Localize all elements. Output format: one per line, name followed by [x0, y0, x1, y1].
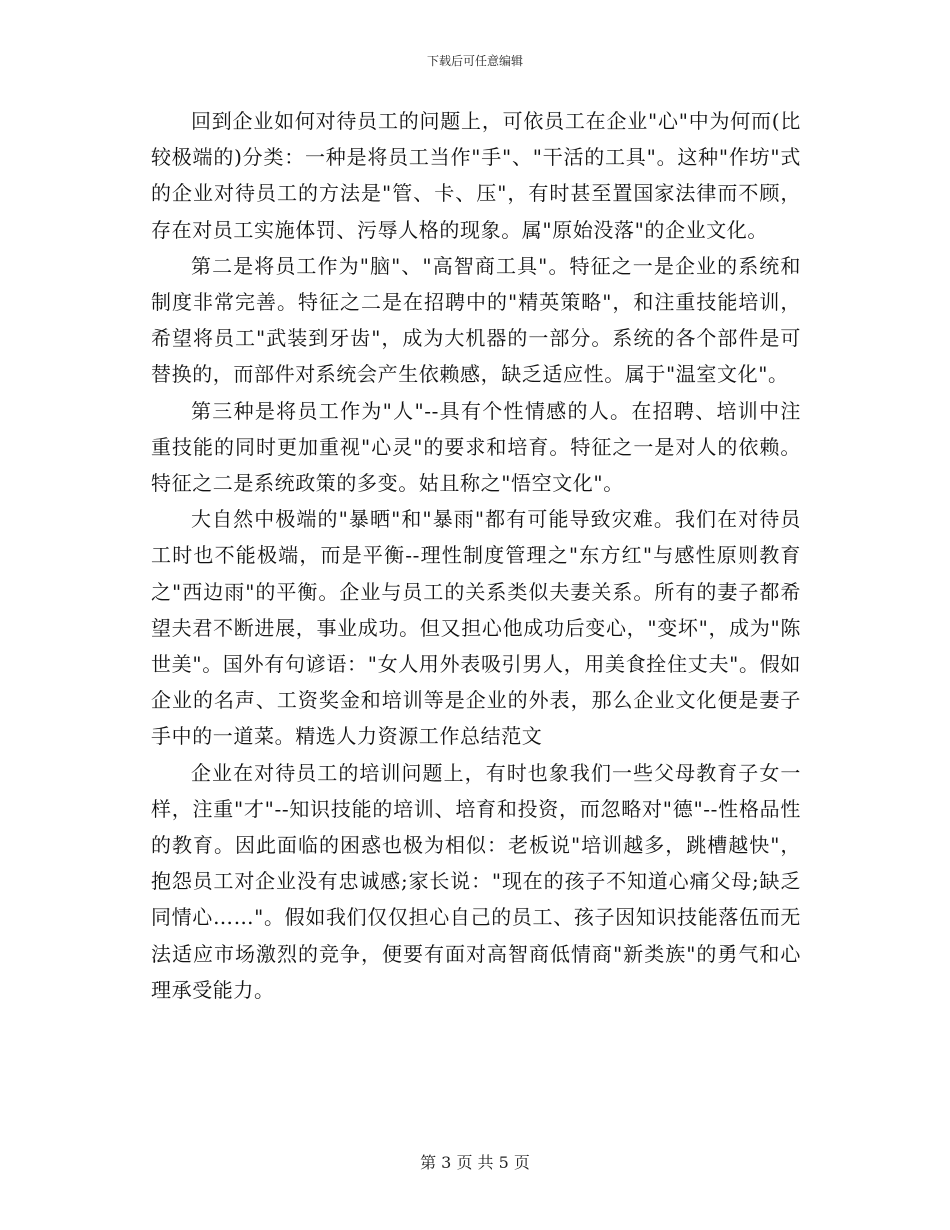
- page-header: 下载后可任意编辑: [426, 54, 523, 68]
- paragraph-2: 第二是将员工作为"脑"、"高智商工具"。特征之一是企业的系统和制度非常完善。特征之二是在招聘中的"精英策略"，和注重技能培训，希望将员工"武装到牙齿"，成为大机器的一部分。系统的各个部件是可替换的，而部件对系统会产生依赖感，缺乏适应性。属于"温室文化"。: [151, 253, 801, 387]
- paragraph-4: 大自然中极端的"暴晒"和"暴雨"都有可能导致灾难。我们在对待员工时也不能极端，而是平衡--理性制度管理之"东方红"与感性原则教育之"西边雨"的平衡。企业与员工的关系类似夫妻关系。所有的妻子都希望夫君不断进展，事业成功。但又担心他成功后变心，"变坏"，成为"陈世美"。国外有句谚语："女人用外表吸引男人，用美食拴住丈夫"。假如企业的名声、工资奖金和培训等是企业的外表，那么企业文化便是妻子手中的一道菜。精选人力资源工作总结范文: [151, 507, 801, 749]
- document-body: [151, 103, 801, 1008]
- paragraph-1: 回到企业如何对待员工的问题上，可依员工在企业"心"中为何而(比较极端的)分类：一种是将员工当作"手"、"干活的工具"。这种"作坊"式的企业对待员工的方法是"管、卡、压"，有时甚至置国家法律而不顾，存在对员工实施体罚、污辱人格的现象。属"原始没落"的企业文化。: [151, 109, 801, 242]
- page-number-footer: 第 3 页 共 5 页: [420, 1153, 530, 1172]
- paragraph-5: 企业在对待员工的培训问题上，有时也象我们一些父母教育子女一样，注重"才"--知识技能的培训、培育和投资，而忽略对"德"--性格品性的教育。因此面临的困惑也极为相似：老板说"培训越多，跳槽越快"，抱怨员工对企业没有忠诚感;家长说："现在的孩子不知道心痛父母;缺乏同情心……"。假如我们仅仅担心自己的员工、孩子因知识技能落伍而无法适应市场激烈的竞争，便要有面对高智商低情商"新类族"的勇气和心理承受能力。: [151, 760, 801, 1002]
- paragraph-3: 第三种是将员工作为"人"--具有个性情感的人。在招聘、培训中注重技能的同时更加重视"心灵"的要求和培育。特征之一是对人的依赖。特征之二是系统政策的多变。姑且称之"悟空文化"。: [151, 398, 801, 496]
